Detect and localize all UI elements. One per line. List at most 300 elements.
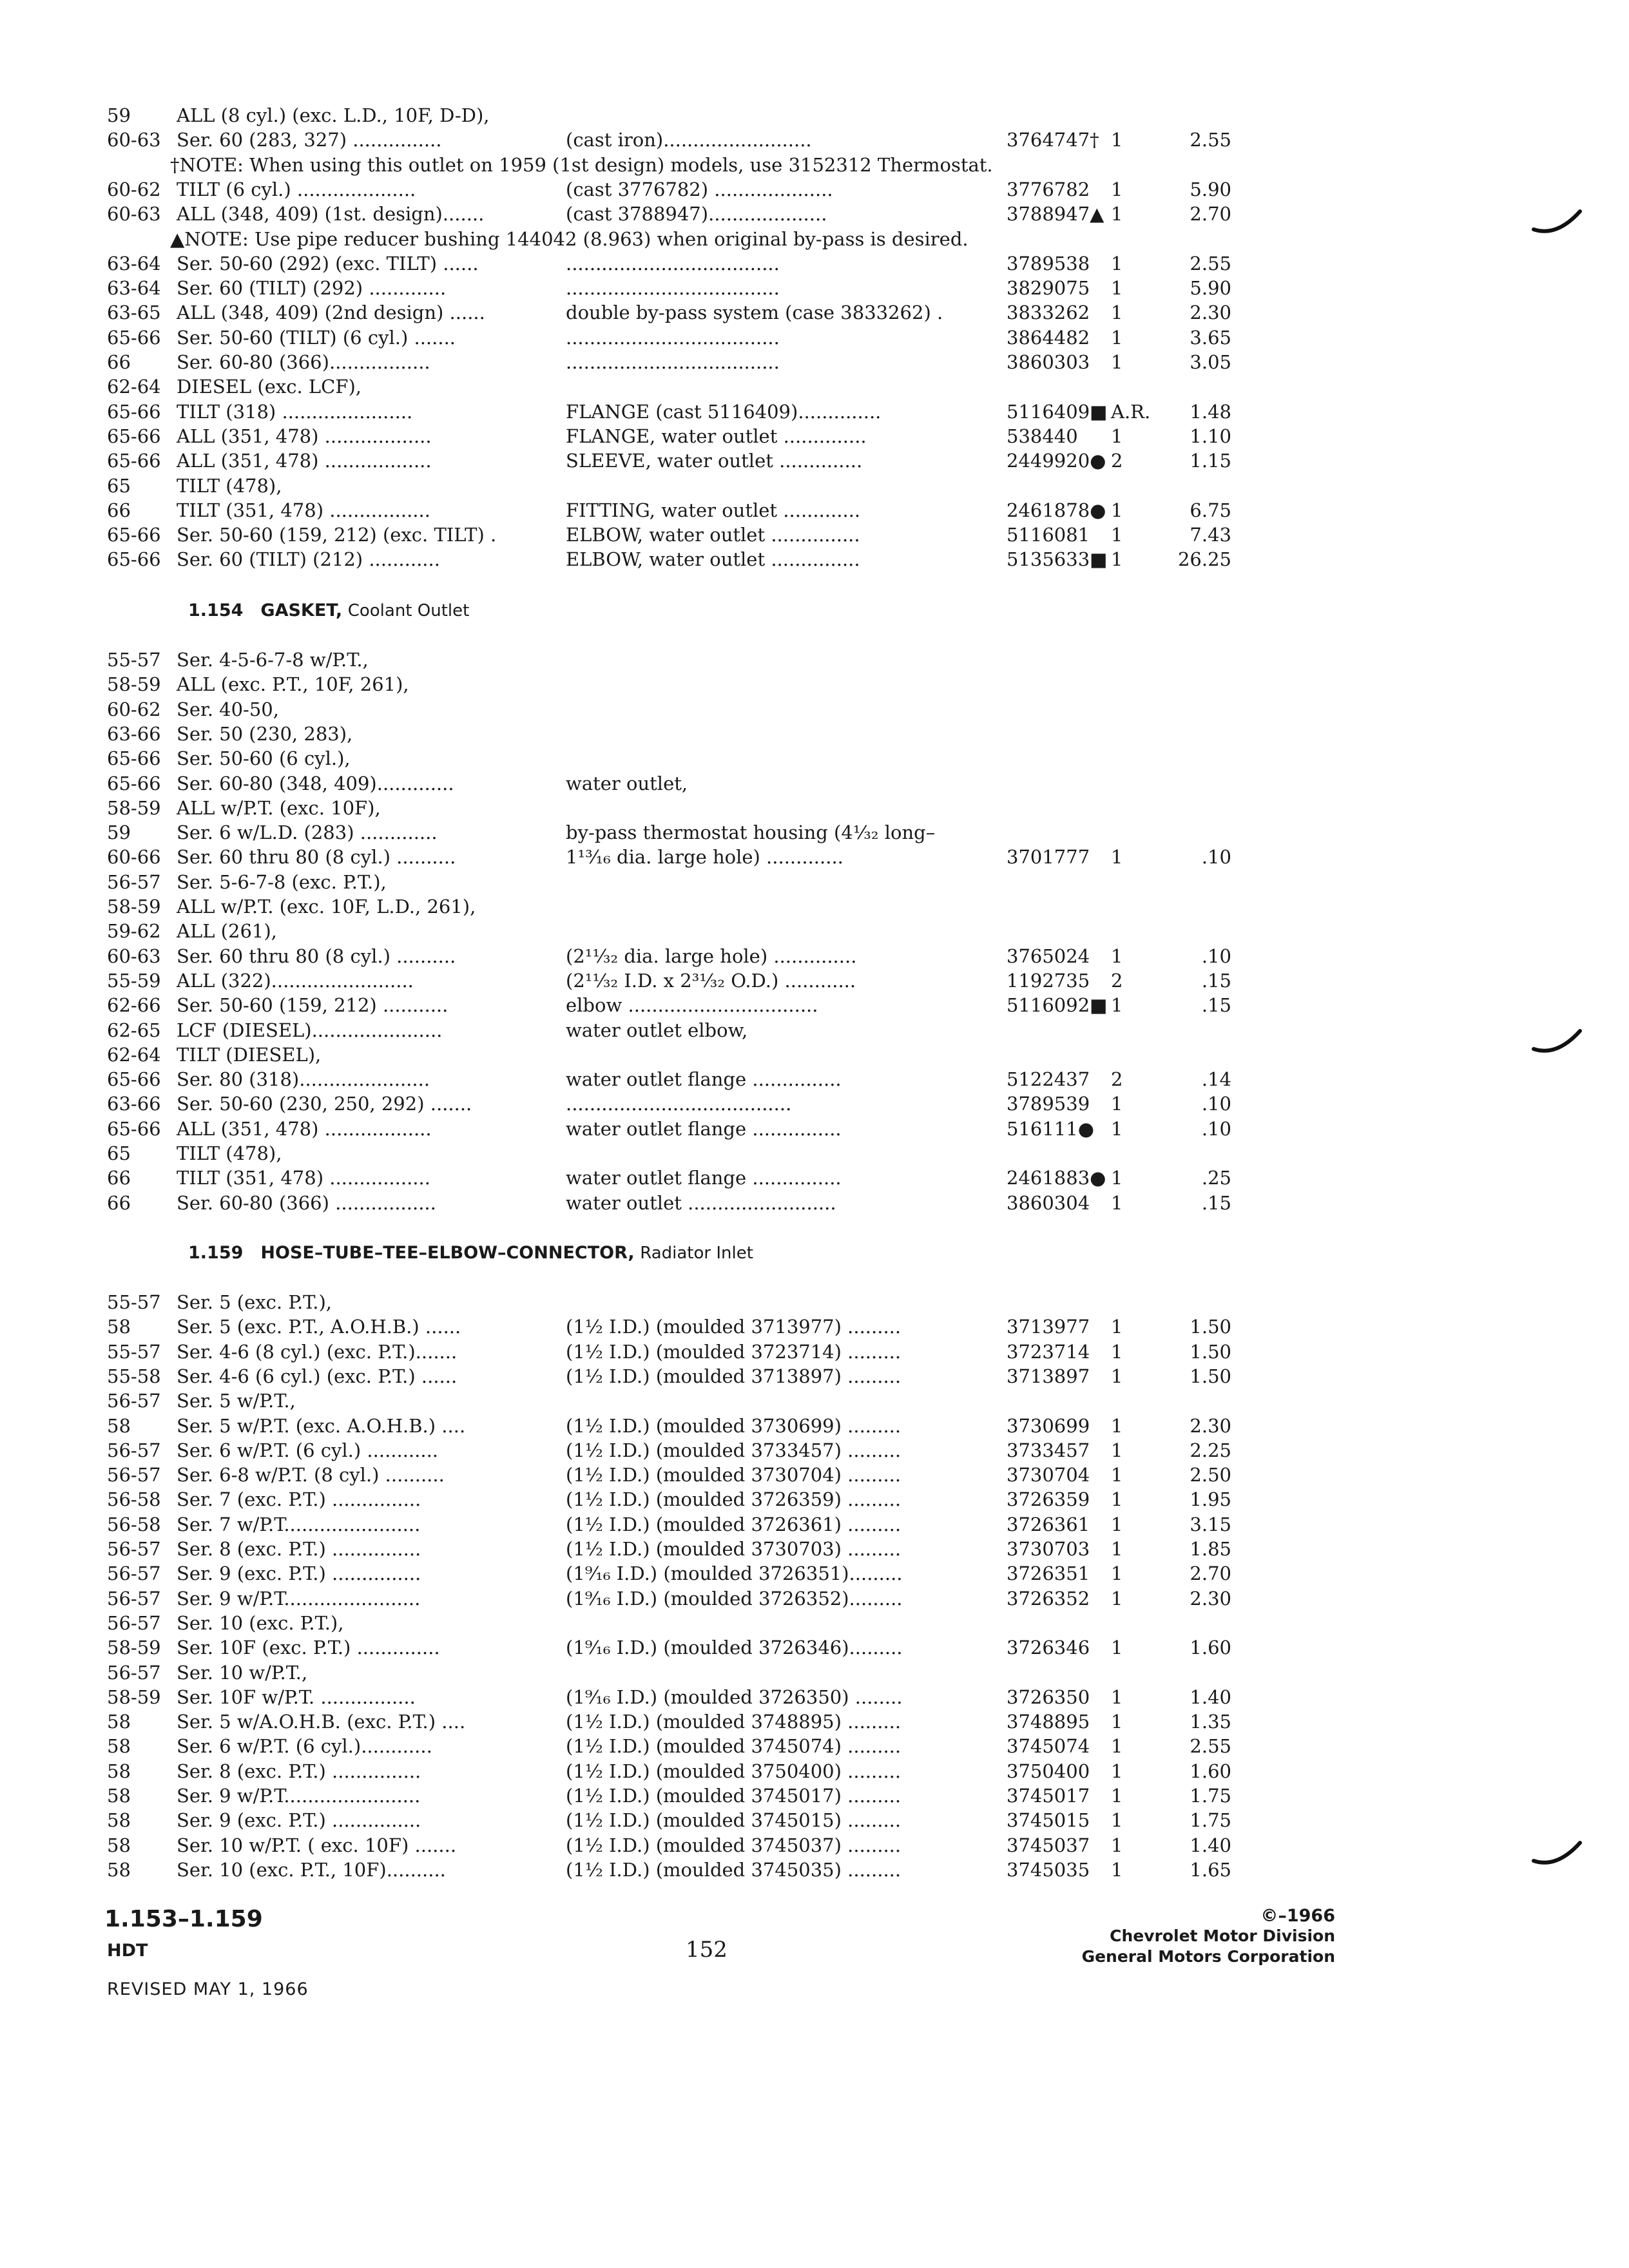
price-cell: 1.75 [1190,1809,1231,1832]
table-row [0,325,1629,350]
part-number-cell: 3765024 [1007,945,1090,967]
years-cell: 65 [107,1142,131,1164]
application-cell: ALL (8 cyl.) (exc. L.D., 10F, D-D), [177,104,490,126]
years-cell: 56-57 [107,1587,161,1610]
binder-mark-icon [1531,1839,1583,1871]
quantity-cell: 2 [1111,1068,1123,1091]
years-cell: 65-66 [107,425,161,447]
table-row [0,648,1629,672]
years-cell: 59 [107,822,131,844]
quantity-cell: 1 [1111,1316,1123,1338]
years-cell: 58 [107,1760,131,1782]
part-number-cell: 3864482 [1007,326,1090,349]
quantity-cell: 1 [1111,302,1123,324]
quantity-cell: 1 [1111,1637,1123,1659]
application-cell: TILT (478), [177,1142,282,1164]
table-row [0,1635,1629,1660]
price-cell: 1.75 [1190,1785,1231,1807]
note-row [0,227,1629,251]
table-row [0,1611,1629,1635]
table-row [0,399,1629,424]
application-cell: Ser. 50-60 (6 cyl.), [177,747,351,770]
part-number-cell: 3788947▲ [1007,203,1104,226]
quantity-cell: 1 [1111,1686,1123,1708]
table-row [0,251,1629,276]
table-row [0,944,1629,968]
description-cell: water outlet, [566,772,688,794]
years-cell: 65 [107,474,131,497]
table-row [0,672,1629,697]
years-cell: 59-62 [107,920,161,943]
years-cell: 65-66 [107,548,161,571]
part-number-cell: 3726361 [1007,1513,1090,1535]
description-cell: ...................................... [566,1093,792,1115]
footer-copyright: ©–1966 [1260,1906,1335,1926]
years-cell: 65-66 [107,747,161,770]
price-cell: 3.65 [1190,326,1231,349]
table-row [0,1043,1629,1067]
part-number-cell: 3701777 [1007,846,1090,869]
part-number-cell: 3789539 [1007,1093,1090,1115]
price-cell: .10 [1201,846,1231,869]
application-cell: Ser. 50-60 (159, 212) ........... [177,994,448,1017]
table-row [0,1067,1629,1091]
price-cell: .10 [1201,1117,1231,1140]
price-cell: .14 [1201,1068,1231,1091]
part-number-cell: 3726359 [1007,1488,1090,1511]
table-row [0,128,1629,152]
description-cell: (1½ I.D.) (moulded 3745015) ......... [566,1809,901,1832]
application-cell: Ser. 10 w/P.T., [177,1661,308,1684]
description-cell: (1⁹⁄₁₆ I.D.) (moulded 3726346)......... [566,1637,903,1659]
description-cell: (1⁹⁄₁₆ I.D.) (moulded 3726351)......... [566,1562,903,1585]
years-cell: 58-59 [107,796,161,819]
table-row [0,1660,1629,1685]
quantity-cell: 1 [1111,499,1123,521]
quantity-cell: 1 [1111,1735,1123,1758]
quantity-cell: 1 [1111,1365,1123,1387]
years-cell: 59 [107,104,131,126]
description-cell: (1½ I.D.) (moulded 3730699) ......... [566,1414,901,1437]
application-cell: Ser. 8 (exc. P.T.) ............... [177,1760,421,1782]
quantity-cell: 1 [1111,277,1123,300]
application-cell: Ser. 5-6-7-8 (exc. P.T.), [177,870,387,893]
price-cell: 2.30 [1190,1587,1231,1610]
application-cell: ALL w/P.T. (exc. 10F, L.D., 261), [177,896,476,918]
description-cell: double by-pass system (case 3833262) . [566,302,943,324]
table-row [0,1340,1629,1364]
application-cell: Ser. 60 (283, 327) ............... [177,129,442,151]
description-cell: (1½ I.D.) (moulded 3723714) ......... [566,1340,901,1363]
part-number-cell: 3748895 [1007,1711,1090,1733]
quantity-cell: 1 [1111,846,1123,869]
table-row [0,1389,1629,1413]
application-cell: ALL (exc. P.T., 10F, 261), [177,673,409,696]
description-cell: water outlet flange ............... [566,1167,842,1189]
table-row [0,300,1629,325]
years-cell: 58 [107,1735,131,1758]
application-cell: Ser. 6 w/P.T. (6 cyl.) ............ [177,1439,439,1461]
price-cell: 2.55 [1190,1735,1231,1758]
description-cell: FITTING, water outlet ............. [566,499,861,521]
table-row [0,1290,1629,1314]
application-cell: TILT (6 cyl.) .................... [177,178,416,200]
table-row [0,1166,1629,1190]
description-cell: .................................... [566,277,780,300]
quantity-cell: 1 [1111,351,1123,373]
application-cell: Ser. 40-50, [177,698,279,720]
years-cell: 58-59 [107,1637,161,1659]
years-cell: 60-62 [107,698,161,720]
quantity-cell: 1 [1111,203,1123,226]
quantity-cell: 1 [1111,548,1123,571]
description-cell: (1½ I.D.) (moulded 3730704) ......... [566,1464,901,1486]
application-cell: Ser. 6 w/P.T. (6 cyl.)............ [177,1735,432,1758]
price-cell: 1.60 [1190,1637,1231,1659]
part-number-cell: 5135633■ [1007,548,1108,571]
footer-revised-date: REVISED MAY 1, 1966 [107,1979,309,1999]
description-cell: (2¹¹⁄₃₂ I.D. x 2³¹⁄₃₂ O.D.) ............ [566,969,856,992]
description-cell: water outlet flange ............... [566,1068,842,1091]
quantity-cell: 1 [1111,1587,1123,1610]
years-cell: 60-63 [107,203,161,226]
description-cell: (1½ I.D.) (moulded 3745074) ......... [566,1735,901,1758]
application-cell: Ser. 50-60 (159, 212) (exc. TILT) . [177,524,497,546]
part-number-cell: 3713977 [1007,1316,1090,1338]
price-cell: 5.90 [1190,277,1231,300]
description-cell: FLANGE (cast 5116409).............. [566,400,882,423]
description-cell: (cast 3788947).................... [566,203,827,226]
table-row [0,919,1629,943]
table-row [0,820,1629,845]
application-cell: Ser. 9 w/P.T....................... [177,1587,421,1610]
years-cell: 58 [107,1316,131,1338]
application-cell: Ser. 7 (exc. P.T.) ............... [177,1488,421,1511]
table-row [0,1018,1629,1043]
price-cell: 2.55 [1190,129,1231,151]
price-cell: 1.48 [1190,400,1231,423]
table-row [0,796,1629,820]
footer-code: HDT [107,1941,148,1961]
part-number-cell: 3860303 [1007,351,1090,373]
years-cell: 60-63 [107,129,161,151]
price-cell: .15 [1201,994,1231,1017]
table-row [0,1808,1629,1832]
table-row [0,771,1629,796]
application-cell: Ser. 7 w/P.T....................... [177,1513,421,1535]
price-cell: 3.05 [1190,351,1231,373]
application-cell: ALL (348, 409) (2nd design) ...... [177,302,485,324]
application-cell: Ser. 50 (230, 283), [177,722,353,745]
table-row [0,1463,1629,1487]
table-row [0,1685,1629,1709]
price-cell: 1.85 [1190,1538,1231,1560]
table-row [0,722,1629,746]
table-row [0,1091,1629,1116]
price-cell: 1.50 [1190,1365,1231,1387]
table-row [0,1561,1629,1586]
description-cell: (cast iron)......................... [566,129,812,151]
part-number-cell: 3745035 [1007,1858,1090,1881]
years-cell: 56-58 [107,1488,161,1511]
description-cell: ELBOW, water outlet ............... [566,548,860,571]
table-row [0,1734,1629,1758]
part-number-cell: 3745017 [1007,1785,1090,1807]
application-cell: LCF (DIESEL)...................... [177,1019,443,1041]
part-number-cell: 5122437 [1007,1068,1090,1091]
price-cell: 2.30 [1190,302,1231,324]
application-cell: Ser. 4-6 (8 cyl.) (exc. P.T.)....... [177,1340,458,1363]
price-cell: .25 [1201,1167,1231,1189]
price-cell: 1.65 [1190,1858,1231,1881]
years-cell: 55-59 [107,969,161,992]
table-row [0,894,1629,919]
years-cell: 63-64 [107,252,161,274]
table-row [0,498,1629,523]
application-cell: Ser. 5 w/P.T. (exc. A.O.H.B.) .... [177,1414,466,1437]
price-cell: 2.50 [1190,1464,1231,1486]
description-cell: (1½ I.D.) (moulded 3713977) ......... [566,1316,901,1338]
part-number-cell: 3789538 [1007,252,1090,274]
table-row [0,1191,1629,1215]
part-number-cell: 3745037 [1007,1834,1090,1856]
application-cell: ALL (348, 409) (1st. design)....... [177,203,485,226]
table-row [0,350,1629,374]
quantity-cell: 1 [1111,1117,1123,1140]
quantity-cell: 1 [1111,1858,1123,1881]
table-row [0,448,1629,473]
table-row [0,1833,1629,1858]
section-subtitle: Radiator Inlet [640,1244,753,1263]
price-cell: .15 [1201,969,1231,992]
years-cell: 63-64 [107,277,161,300]
application-cell: Ser. 5 w/P.T., [177,1390,296,1412]
application-cell: Ser. 5 (exc. P.T., A.O.H.B.) ...... [177,1316,461,1338]
price-cell: 1.50 [1190,1316,1231,1338]
years-cell: 58 [107,1809,131,1832]
note-text: ▲NOTE: Use pipe reducer bushing 144042 (8.963) when original by-pass is desired. [170,227,969,250]
years-cell: 58-59 [107,1686,161,1708]
description-cell: water outlet elbow, [566,1019,748,1041]
section-heading [188,1240,753,1266]
quantity-cell: 1 [1111,1760,1123,1782]
years-cell: 56-58 [107,1513,161,1535]
description-cell: (1⁹⁄₁₆ I.D.) (moulded 3726352)......... [566,1587,903,1610]
table-row [0,1709,1629,1734]
application-cell: Ser. 60 (TILT) (212) ............ [177,548,440,571]
years-cell: 58-59 [107,673,161,696]
table-row [0,1438,1629,1463]
application-cell: ALL (351, 478) .................. [177,450,432,472]
part-number-cell: 3726352 [1007,1587,1090,1610]
price-cell: 1.40 [1190,1686,1231,1708]
years-cell: 56-57 [107,1439,161,1461]
years-cell: 65-66 [107,772,161,794]
application-cell: Ser. 5 (exc. P.T.), [177,1291,333,1313]
description-cell: .................................... [566,351,780,373]
price-cell: .10 [1201,945,1231,967]
section-heading [188,598,469,624]
years-cell: 56-57 [107,1538,161,1560]
quantity-cell: 1 [1111,1439,1123,1461]
quantity-cell: 1 [1111,425,1123,447]
table-row [0,1586,1629,1611]
description-cell: by-pass thermostat housing (4¹⁄₃₂ long– [566,822,936,844]
application-cell: Ser. 10 (exc. P.T.), [177,1611,344,1634]
years-cell: 63-65 [107,302,161,324]
quantity-cell: 1 [1111,1488,1123,1511]
price-cell: 3.15 [1190,1513,1231,1535]
quantity-cell: 1 [1111,1191,1123,1214]
application-cell: TILT (318) ...................... [177,400,413,423]
application-cell: ALL w/P.T. (exc. 10F), [177,796,381,819]
quantity-cell: 1 [1111,1834,1123,1856]
part-number-cell: 3723714 [1007,1340,1090,1363]
part-number-cell: 3733457 [1007,1439,1090,1461]
years-cell: 58-59 [107,896,161,918]
years-cell: 63-66 [107,1093,161,1115]
quantity-cell: 1 [1111,1464,1123,1486]
part-number-cell: 3745074 [1007,1735,1090,1758]
years-cell: 55-57 [107,1340,161,1363]
price-cell: .10 [1201,1093,1231,1115]
part-number-cell: 3726350 [1007,1686,1090,1708]
section-number: 1.159 [188,1243,244,1263]
years-cell: 58 [107,1834,131,1856]
table-row [0,1537,1629,1561]
years-cell: 62-64 [107,376,161,398]
quantity-cell: 1 [1111,524,1123,546]
price-cell: 2.55 [1190,252,1231,274]
years-cell: 65-66 [107,1117,161,1140]
description-cell: .................................... [566,252,780,274]
quantity-cell: 1 [1111,129,1123,151]
application-cell: Ser. 80 (318)...................... [177,1068,430,1091]
quantity-cell: 1 [1111,1093,1123,1115]
application-cell: Ser. 6 w/L.D. (283) ............. [177,822,438,844]
application-cell: ALL (322)........................ [177,969,414,992]
table-row [0,993,1629,1017]
quantity-cell: 1 [1111,1538,1123,1560]
years-cell: 56-57 [107,1562,161,1585]
quantity-cell: 1 [1111,178,1123,200]
years-cell: 66 [107,1167,131,1189]
application-cell: Ser. 50-60 (230, 250, 292) ....... [177,1093,472,1115]
price-cell: 2.25 [1190,1439,1231,1461]
price-cell: 1.60 [1190,1760,1231,1782]
section-subtitle: Coolant Outlet [347,601,470,620]
years-cell: 55-57 [107,649,161,671]
table-row [0,1759,1629,1783]
years-cell: 58 [107,1414,131,1437]
part-number-cell: 3730699 [1007,1414,1090,1437]
description-cell: (2¹¹⁄₃₂ dia. large hole) .............. [566,945,857,967]
part-number-cell: 5116409■ [1007,400,1108,423]
years-cell: 65-66 [107,524,161,546]
description-cell: (1½ I.D.) (moulded 3745017) ......... [566,1785,901,1807]
section-number: 1.154 [188,601,244,620]
table-row [0,845,1629,869]
years-cell: 66 [107,499,131,521]
quantity-cell: 1 [1111,1340,1123,1363]
table-row [0,1783,1629,1808]
quantity-cell: 1 [1111,1513,1123,1535]
table-row [0,424,1629,448]
application-cell: ALL (351, 478) .................. [177,425,432,447]
section-title: HOSE–TUBE–TEE–ELBOW–CONNECTOR, [260,1243,635,1263]
part-number-cell: 3726346 [1007,1637,1090,1659]
application-cell: Ser. 60-80 (366)................. [177,351,430,373]
years-cell: 60-62 [107,178,161,200]
table-row [0,1364,1629,1389]
description-cell: (1½ I.D.) (moulded 3726361) ......... [566,1513,901,1535]
application-cell: ALL (261), [177,920,277,943]
table-row [0,1314,1629,1339]
part-number-cell: 3833262 [1007,302,1090,324]
price-cell: 26.25 [1177,548,1231,571]
part-number-cell: 3726351 [1007,1562,1090,1585]
application-cell: Ser. 5 w/A.O.H.B. (exc. P.T.) .... [177,1711,466,1733]
application-cell: Ser. 9 (exc. P.T.) ............... [177,1562,421,1585]
years-cell: 63-66 [107,722,161,745]
footer-corporation: General Motors Corporation [1081,1947,1335,1966]
price-cell: 1.40 [1190,1834,1231,1856]
description-cell: (1½ I.D.) (moulded 3726359) ......... [566,1488,901,1511]
table-row [0,103,1629,128]
part-number-cell: 5116081 [1007,524,1090,546]
years-cell: 56-57 [107,1464,161,1486]
application-cell: Ser. 4-5-6-7-8 w/P.T., [177,649,369,671]
quantity-cell: 1 [1111,1167,1123,1189]
application-cell: Ser. 50-60 (292) (exc. TILT) ...... [177,252,479,274]
application-cell: TILT (351, 478) ................. [177,1167,430,1189]
application-cell: Ser. 4-6 (6 cyl.) (exc. P.T.) ...... [177,1365,458,1387]
price-cell: 6.75 [1190,499,1231,521]
page-number: 152 [686,1937,728,1963]
description-cell: elbow ................................ [566,994,818,1017]
application-cell: TILT (351, 478) ................. [177,499,430,521]
price-cell: 1.15 [1190,450,1231,472]
quantity-cell: 1 [1111,1562,1123,1585]
table-row [0,474,1629,498]
years-cell: 66 [107,351,131,373]
part-number-cell: 3860304 [1007,1191,1090,1214]
part-number-cell: 516111● [1007,1117,1095,1140]
application-cell: Ser. 10F (exc. P.T.) .............. [177,1637,440,1659]
application-cell: Ser. 9 w/P.T....................... [177,1785,421,1807]
application-cell: TILT (DIESEL), [177,1043,322,1066]
table-row [0,746,1629,771]
quantity-cell: 1 [1111,994,1123,1017]
description-cell: ELBOW, water outlet ............... [566,524,860,546]
footer-division: Chevrolet Motor Division [1110,1927,1335,1945]
table-row [0,523,1629,547]
years-cell: 58 [107,1711,131,1733]
price-cell: 1.95 [1190,1488,1231,1511]
description-cell: (1½ I.D.) (moulded 3745035) ......... [566,1858,901,1881]
table-row [0,968,1629,993]
table-row [0,177,1629,202]
description-cell: .................................... [566,326,780,349]
part-number-cell: 2461883● [1007,1167,1106,1189]
years-cell: 62-66 [107,994,161,1017]
table-row [0,870,1629,894]
application-cell: Ser. 60 thru 80 (8 cyl.) .......... [177,945,456,967]
description-cell: water outlet ......................... [566,1191,836,1214]
description-cell: (1⁹⁄₁₆ I.D.) (moulded 3726350) ........ [566,1686,903,1708]
table-row [0,1117,1629,1141]
part-number-cell: 3750400 [1007,1760,1090,1782]
